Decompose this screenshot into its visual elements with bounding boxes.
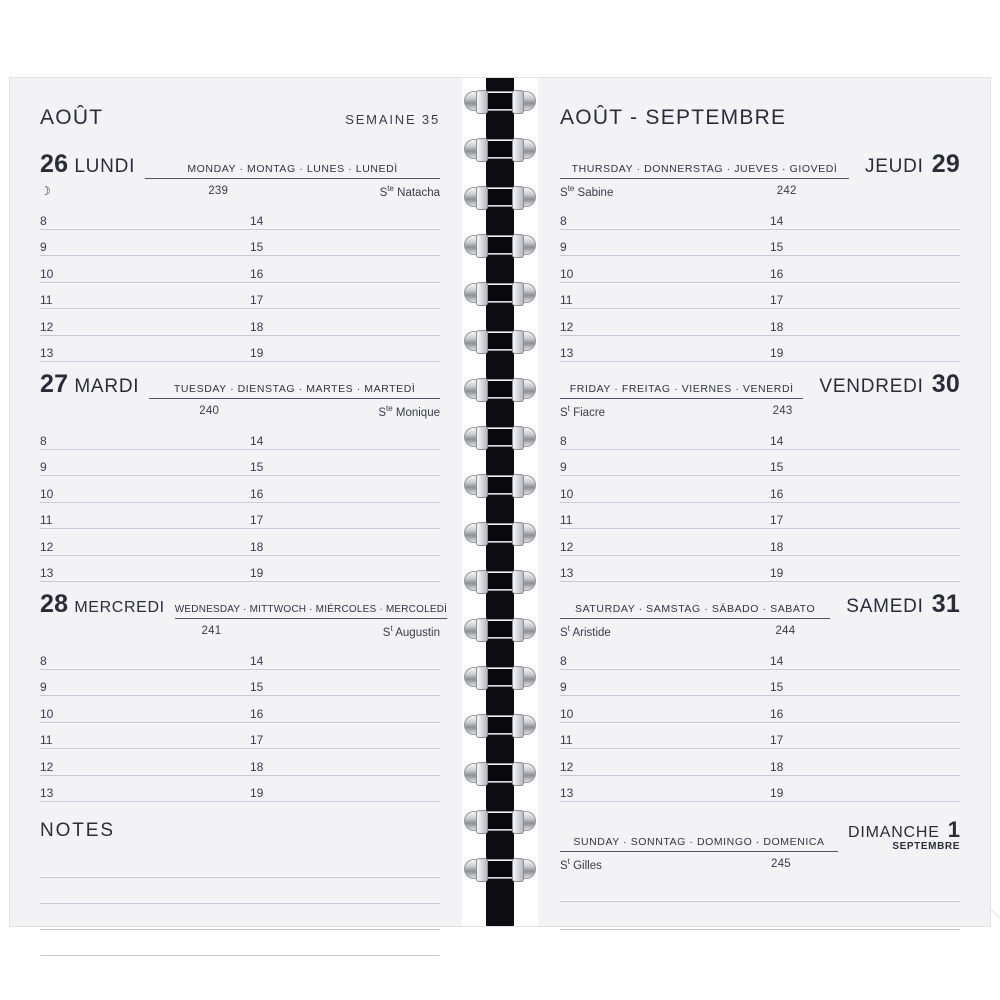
day-of-year: 242: [776, 185, 797, 197]
hour-row[interactable]: 15: [760, 450, 960, 477]
spiral-ring: [462, 616, 538, 642]
saint-name-sunday: $S^t$ Gilles: [560, 856, 602, 872]
hour-row[interactable]: 12: [560, 529, 760, 556]
hour-row[interactable]: 18: [240, 749, 440, 776]
spiral-ring: [462, 88, 538, 114]
day-of-year: 243: [772, 405, 793, 417]
hour-row[interactable]: 17: [760, 283, 960, 310]
day-of-year: 245: [770, 858, 791, 871]
hour-row[interactable]: 19: [760, 556, 960, 583]
agenda-spread: [10, 78, 990, 926]
hour-row[interactable]: 13: [40, 776, 240, 803]
hour-row[interactable]: 16: [760, 696, 960, 723]
sunday-month-label: SEPTEMBRE: [892, 840, 960, 852]
spiral-ring: [462, 184, 538, 210]
hour-row[interactable]: 19: [760, 336, 960, 363]
note-line[interactable]: [40, 852, 440, 878]
spiral-ring: [462, 328, 538, 354]
day-meta-tuesday: [40, 401, 440, 421]
left-month-title: AOÛT: [40, 106, 104, 129]
hour-row[interactable]: 10: [40, 256, 240, 283]
hour-row[interactable]: 10: [560, 256, 760, 283]
moon-phase-icon: ☽: [40, 184, 51, 198]
day-languages-sunday: SUNDAY · SONNTAG · DOMINGO · DOMENICA: [560, 836, 838, 852]
hour-row[interactable]: 8: [560, 643, 760, 670]
hour-row[interactable]: 13: [560, 336, 760, 363]
hour-row[interactable]: 9: [560, 450, 760, 477]
hour-row[interactable]: 17: [760, 723, 960, 750]
left-page: [10, 78, 462, 926]
hour-row[interactable]: 19: [760, 776, 960, 803]
hour-row[interactable]: 8: [560, 203, 760, 230]
hour-row[interactable]: 19: [240, 336, 440, 363]
saint-name-friday: $S^t$ Fiacre: [560, 403, 606, 419]
spiral-ring: [462, 232, 538, 258]
day-title-monday: [40, 152, 135, 179]
spiral-ring: [462, 856, 538, 882]
spiral-ring: [462, 520, 538, 546]
hour-grid-thursday[interactable]: [560, 203, 960, 362]
hour-row[interactable]: 8: [40, 643, 240, 670]
saint-name-saturday: $S^t$ Aristide: [560, 623, 611, 639]
hour-row[interactable]: 16: [240, 696, 440, 723]
hour-row[interactable]: 15: [240, 450, 440, 477]
day-title-friday: [813, 372, 960, 399]
notes-title: NOTES: [40, 820, 115, 841]
day-meta-monday: [40, 181, 440, 201]
hour-row[interactable]: 14: [760, 423, 960, 450]
left-page-header: [40, 106, 440, 130]
right-month-title: AOÛT - SEPTEMBRE: [560, 106, 787, 129]
hour-row[interactable]: 16: [760, 476, 960, 503]
hour-row[interactable]: 11: [40, 503, 240, 530]
day-number: 30: [931, 370, 960, 398]
hour-row[interactable]: 14: [760, 203, 960, 230]
spiral-ring: [462, 280, 538, 306]
spiral-ring: [462, 808, 538, 834]
sunday-line[interactable]: [560, 874, 960, 902]
spiral-ring: [462, 568, 538, 594]
hour-row[interactable]: 14: [240, 423, 440, 450]
hour-row[interactable]: 8: [40, 423, 240, 450]
day-title-wednesday: [40, 592, 165, 619]
right-page: [538, 78, 990, 926]
hour-row[interactable]: 17: [240, 283, 440, 310]
hour-row[interactable]: 11: [560, 723, 760, 750]
saint-name-tuesday: $S^{te}$ Monique: [378, 403, 440, 419]
day-languages-wednesday: WEDNESDAY · MITTWOCH · MIÉRCOLES · MERCOLEDÌ: [175, 604, 447, 619]
day-block-monday[interactable]: [40, 152, 440, 362]
hour-grid-tuesday[interactable]: [40, 423, 440, 582]
day-languages-tuesday: TUESDAY · DIENSTAG · MARTES · MARTEDÌ: [149, 383, 440, 399]
hour-row[interactable]: 9: [560, 670, 760, 697]
hour-row[interactable]: 13: [40, 336, 240, 363]
spiral-ring: [462, 472, 538, 498]
day-languages-thursday: THURSDAY · DONNERSTAG · JUEVES · GIOVEDÌ: [560, 163, 849, 179]
hour-row[interactable]: 17: [760, 503, 960, 530]
day-languages-saturday: SATURDAY · SAMSTAG · SÁBADO · SABATO: [560, 603, 830, 619]
sunday-line[interactable]: [560, 902, 960, 930]
day-number: 31: [931, 590, 960, 618]
hour-row[interactable]: 10: [40, 476, 240, 503]
hour-row[interactable]: 9: [560, 230, 760, 257]
week-label: SEMAINE 35: [345, 112, 440, 127]
hour-row[interactable]: 9: [40, 230, 240, 257]
hour-row[interactable]: 13: [560, 776, 760, 803]
day-meta-friday: [560, 401, 960, 421]
day-weekday: MARDI: [74, 376, 140, 397]
spiral-ring: [462, 424, 538, 450]
hour-row[interactable]: 15: [240, 230, 440, 257]
saint-name-monday: $S^{te}$ Natacha: [379, 183, 440, 199]
hour-grid-wednesday[interactable]: [40, 643, 440, 802]
hour-row[interactable]: 14: [760, 643, 960, 670]
right-page-header: [560, 106, 960, 130]
notes-section[interactable]: [40, 820, 440, 956]
hour-row[interactable]: 15: [240, 670, 440, 697]
day-languages-monday: MONDAY · MONTAG · LUNES · LUNEDÌ: [145, 163, 440, 179]
hour-row[interactable]: 18: [240, 529, 440, 556]
hour-row[interactable]: 13: [40, 556, 240, 583]
day-meta-sunday: [560, 854, 960, 874]
hour-row[interactable]: 14: [240, 203, 440, 230]
note-line[interactable]: [40, 930, 440, 956]
day-meta-wednesday: [40, 621, 440, 641]
day-of-year: 239: [208, 185, 229, 197]
day-languages-friday: FRIDAY · FREITAG · VIERNES · VENERDÌ: [560, 383, 803, 399]
day-number: 27: [40, 370, 69, 398]
hour-row[interactable]: 13: [560, 556, 760, 583]
day-weekday: SAMEDI: [846, 596, 924, 617]
hour-row[interactable]: 19: [240, 556, 440, 583]
day-block-wednesday[interactable]: [40, 590, 448, 802]
hour-row[interactable]: 11: [560, 283, 760, 310]
spiral-ring: [462, 376, 538, 402]
hour-row[interactable]: 8: [40, 203, 240, 230]
hour-row[interactable]: 18: [760, 529, 960, 556]
day-of-year: 241: [201, 625, 222, 637]
day-of-year: 240: [199, 405, 220, 417]
day-block-sunday[interactable]: [560, 818, 960, 930]
hour-row[interactable]: 10: [560, 476, 760, 503]
hour-row[interactable]: 12: [40, 309, 240, 336]
day-weekday: VENDREDI: [819, 376, 924, 397]
hour-row[interactable]: 18: [760, 309, 960, 336]
hour-row[interactable]: 10: [560, 696, 760, 723]
day-weekday: MERCREDI: [74, 599, 165, 616]
day-title-sunday: [848, 818, 960, 852]
hour-row[interactable]: 15: [760, 670, 960, 697]
day-number: 29: [931, 150, 960, 178]
day-of-year: 244: [775, 625, 796, 637]
hour-row[interactable]: 9: [40, 450, 240, 477]
hour-row[interactable]: 11: [40, 283, 240, 310]
day-number: 28: [40, 590, 69, 618]
hour-row[interactable]: 12: [560, 749, 760, 776]
note-line[interactable]: [40, 878, 440, 904]
day-weekday: DIMANCHE: [848, 824, 940, 841]
saint-name-wednesday: $S^t$ Augustin: [382, 623, 440, 639]
hour-row[interactable]: 12: [40, 749, 240, 776]
spiral-ring: [462, 664, 538, 690]
day-block-tuesday[interactable]: [40, 372, 440, 582]
hour-row[interactable]: 17: [240, 723, 440, 750]
day-title-thursday: [859, 152, 960, 179]
day-title-tuesday: [40, 372, 139, 399]
hour-row[interactable]: 16: [240, 256, 440, 283]
hour-row[interactable]: 19: [240, 776, 440, 803]
hour-row[interactable]: 18: [240, 309, 440, 336]
spiral-ring: [462, 136, 538, 162]
day-block-friday[interactable]: [560, 372, 960, 582]
hour-row[interactable]: 9: [40, 670, 240, 697]
day-meta-saturday: [560, 621, 960, 641]
spiral-ring: [462, 712, 538, 738]
hour-row[interactable]: 18: [760, 749, 960, 776]
day-number: 1: [947, 817, 960, 842]
note-line[interactable]: [40, 904, 440, 930]
day-number: 26: [40, 150, 69, 178]
hour-row[interactable]: 17: [240, 503, 440, 530]
hour-row[interactable]: 11: [560, 503, 760, 530]
hour-row[interactable]: 16: [240, 476, 440, 503]
hour-row[interactable]: 14: [240, 643, 440, 670]
hour-grid-monday[interactable]: [40, 203, 440, 362]
day-block-thursday[interactable]: [560, 152, 960, 362]
hour-grid-saturday[interactable]: [560, 643, 960, 802]
day-meta-thursday: [560, 181, 960, 201]
day-title-saturday: [840, 592, 960, 619]
hour-row[interactable]: 10: [40, 696, 240, 723]
day-weekday: JEUDI: [864, 156, 924, 177]
saint-name-thursday: $S^{te}$ Sabine: [560, 183, 614, 199]
spiral-binding: [462, 78, 538, 926]
hour-row[interactable]: 16: [760, 256, 960, 283]
hour-row[interactable]: 11: [40, 723, 240, 750]
hour-grid-friday[interactable]: [560, 423, 960, 582]
hour-row[interactable]: 15: [760, 230, 960, 257]
day-block-saturday[interactable]: [560, 592, 960, 802]
hour-row[interactable]: 12: [560, 309, 760, 336]
day-weekday: LUNDI: [74, 156, 136, 177]
hour-row[interactable]: 12: [40, 529, 240, 556]
hour-row[interactable]: 8: [560, 423, 760, 450]
spiral-ring: [462, 760, 538, 786]
